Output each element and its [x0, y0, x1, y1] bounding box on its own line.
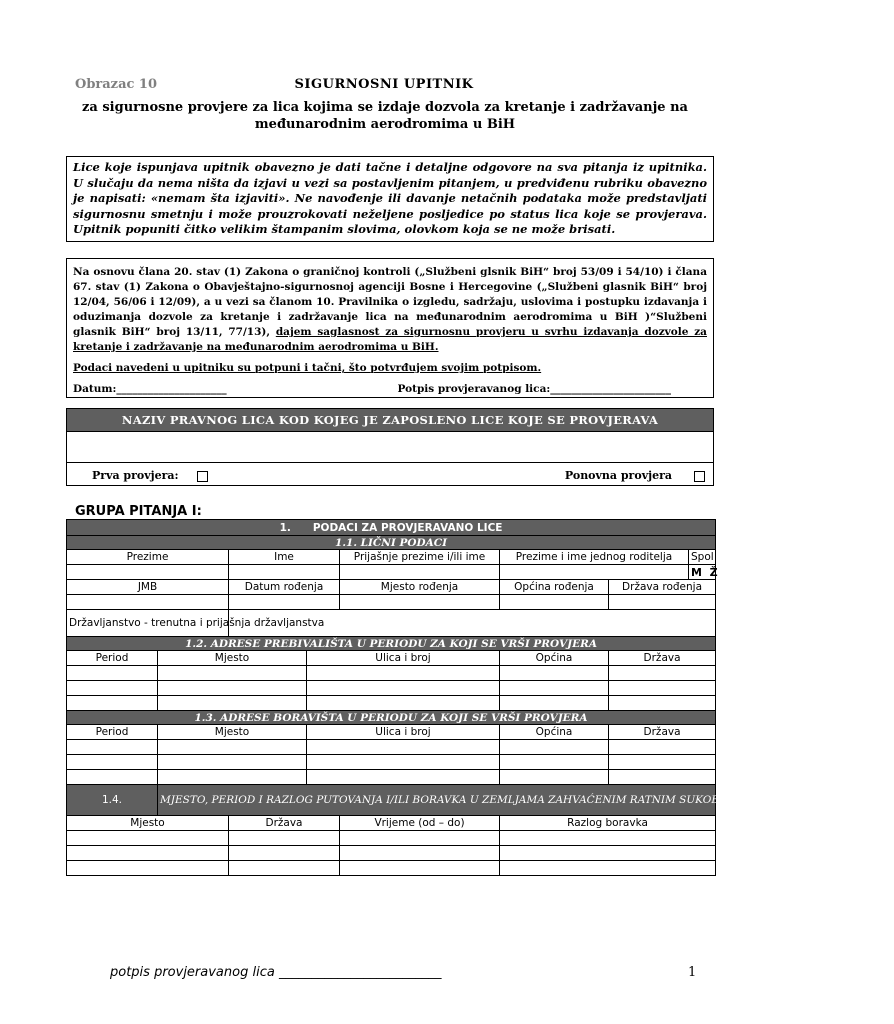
col-ulica: Ulica i broj [307, 651, 500, 666]
col-opcina: Općina [500, 725, 609, 740]
first-check-label: Prva provjera: [92, 469, 179, 482]
label-mjesto-rodjenja: Mjesto rođenja [340, 580, 500, 595]
table-row [67, 846, 716, 861]
label-spol: Spol [689, 550, 716, 565]
input-ime[interactable] [229, 565, 340, 580]
check-type-row [66, 463, 714, 486]
group-title: GRUPA PITANJA I: [75, 504, 202, 519]
col-drzava: Država [609, 651, 716, 666]
label-prezime: Prezime [67, 550, 229, 565]
table-row [67, 831, 716, 846]
questionnaire-table [66, 519, 894, 876]
col-vrijeme: Vrijeme (od – do) [340, 816, 500, 831]
col-razlog: Razlog boravka [500, 816, 716, 831]
section-1-1-header: 1.1. LIČNI PODACI [67, 536, 716, 550]
col-period: Period [67, 725, 158, 740]
col-drzava: Država [229, 816, 340, 831]
input-mjesto-rodjenja[interactable] [340, 595, 500, 610]
label-drzava-rodjenja: Država rođenja [609, 580, 716, 595]
date-field[interactable]: Datum:_____________________ [73, 383, 227, 395]
section-1-2-header: 1.2. ADRESE PREBIVALIŠTA U PERIODU ZA KOJI SE VRŠI PROVJERA [67, 637, 716, 651]
input-prezime[interactable] [67, 565, 229, 580]
table-row [67, 755, 716, 770]
input-jmb[interactable] [67, 595, 229, 610]
col-period: Period [67, 651, 158, 666]
consent-statement: dajem saglasnost za sigurnosnu provjeru u svrhu izdavanja dozvole za kretanje i zadržavanje na međunarodnim aerodromima u BiH. [73, 326, 707, 353]
instructions-notice: Lice koje ispunjava upitnik obavezno je dati tačne i detaljne odgovore na sva pitanja iz upitnika. U slučaju da nema ništa da izjavi u vezi sa postavljenim pitanjem, u predviđenu rubriku obavezno je napisati: «nemam šta izjaviti». Ne navođenje ili davanje netačnih podataka može predstavljati sigurnosnu smetnju i može prouzrokovati neželjene posljedice po status lica koje se provjerava. Upitnik popuniti čitko velikim štampanim slovima, olovkom koja se ne može brisati. [66, 156, 714, 242]
label-jmb: JMB [67, 580, 229, 595]
repeat-check-checkbox[interactable] [694, 471, 705, 482]
form-number: Obrazac 10 [75, 77, 158, 92]
col-opcina: Općina [500, 651, 609, 666]
label-prijasnje-prezime: Prijašnje prezime i/ili ime [340, 550, 500, 565]
label-roditelj: Prezime i ime jednog roditelja [500, 550, 689, 565]
gender-options[interactable]: M Ž [689, 565, 716, 580]
input-opcina-rodjenja[interactable] [500, 595, 609, 610]
document-title: SIGURNOSNI UPITNIK [294, 77, 474, 92]
label-ime: Ime [229, 550, 340, 565]
table-row [67, 861, 716, 876]
col-mjesto: Mjesto [158, 725, 307, 740]
table-row [67, 696, 716, 711]
employer-header: NAZIV PRAVNOG LICA KOD KOJEG JE ZAPOSLENO LICE KOJE SE PROVJERAVA [66, 408, 714, 432]
section-1-header: 1. PODACI ZA PROVJERAVANO LICE [67, 520, 716, 536]
section-1-3-header: 1.3. ADRESE BORAVIŠTA U PERIODU ZA KOJI SE VRŠI PROVJERA [67, 711, 716, 725]
table-row [67, 740, 716, 755]
section-1-4-number: 1.4. [67, 785, 158, 816]
table-row [67, 770, 716, 785]
signature-field[interactable]: Potpis provjeravanog lica:_______________________ [397, 383, 671, 395]
consent-box [66, 258, 714, 398]
footer-signature: potpis provjeravanog lica _________________________ [110, 965, 442, 980]
col-mjesto: Mjesto [158, 651, 307, 666]
page-number: 1 [688, 965, 697, 980]
confirmation-statement: Podaci navedeni u upitniku su potpuni i tačni, što potvrđujem svojim potpisom. [73, 362, 542, 374]
col-drzava: Država [609, 725, 716, 740]
input-prijasnje-prezime[interactable] [340, 565, 500, 580]
table-row [67, 681, 716, 696]
label-datum-rodjenja: Datum rođenja [229, 580, 340, 595]
col-ulica: Ulica i broj [307, 725, 500, 740]
col-mjesto: Mjesto [67, 816, 229, 831]
table-row [67, 666, 716, 681]
input-drzava-rodjenja[interactable] [609, 595, 716, 610]
label-drzavljanstvo: Državljanstvo - trenutna i prijašnja državljanstva [67, 610, 229, 637]
input-datum-rodjenja[interactable] [229, 595, 340, 610]
legal-basis-text: Na osnovu člana 20. stav (1) Zakona o graničnoj kontroli („Službeni glsnik BiH“ broj 53/09 i 54/10) i člana 67. stav (1) Zakona o Obavještajno-sigurnosnoj agenciji Bosne i Hercegovine („Službeni glasnik BiH“ broj 12/04, 56/06 i 12/09), a u vezi sa članom 10. Pravilnika o izgledu, sadržaju, uslovima i postupku izdavanja i oduzimanja dozvole za kretanje i zadržavanje lica na međunarodnim aerodromima u BiH )“Službeni glasnik BiH“ broj 13/11, 77/13), [73, 266, 707, 338]
section-1-4-header: MJESTO, PERIOD I RAZLOG PUTOVANJA I/ILI BORAVKA U ZEMLJAMA ZAHVAĆENIM RATNIM SUKOBIMA ILI ORUŽANIM SUKOBIMA [158, 785, 716, 816]
input-roditelj[interactable] [500, 565, 689, 580]
label-opcina-rodjenja: Općina rođenja [500, 580, 609, 595]
first-check-checkbox[interactable] [197, 471, 208, 482]
document-subtitle: za sigurnosne provjere za lica kojima se izdaje dozvola za kretanje i zadržavanje na međunarodnim aerodromima u BiH [82, 100, 688, 132]
repeat-check-label: Ponovna provjera [564, 469, 672, 482]
employer-name-field[interactable] [66, 432, 714, 463]
